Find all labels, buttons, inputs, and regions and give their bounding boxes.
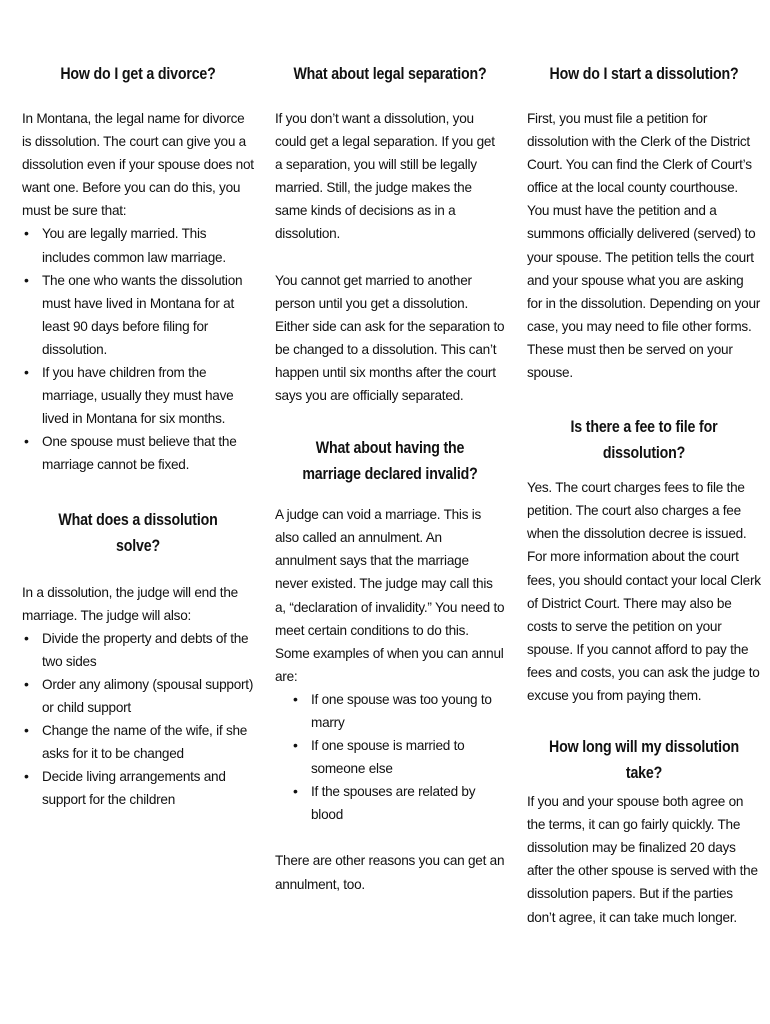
annulment-examples-list [275,688,505,827]
column-middle [275,0,505,896]
heading-filing-fee: Is there a fee to file for dissolution? [570,418,718,463]
list-item: • The one who wants the dissolution must have lived in Montana for at least 90 days before filing for dissolution. [22,269,254,361]
divorce-intro: In Montana, the legal name for divorce is dissolution. The court can give you a dissolution even if your spouse does not want one. Before you can do this, you must be sure that: [22,111,254,219]
invalid-paragraph-1: A judge can void a marriage. This is also called an annulment. An annulment says that the marriage never existed. The judge may call this a, “declaration of invalidity.” You need to meet certain conditions to do this. [275,507,505,638]
separation-paragraph-1: If you don’t want a dissolution, you could get a legal separation. If you get a separation, you will still be legally married. Still, the judge makes the same kinds of decisions as in a dissolution. [275,111,495,242]
column-left [22,0,254,811]
solve-intro: In a dissolution, the judge will end the marriage. The judge will also: [22,584,238,623]
heading-legal-separation: What about legal separation? [293,65,487,83]
solve-list [22,627,254,812]
divorce-requirements-list [22,222,254,476]
list-item: • Decide living arrangements and support for the children [22,765,254,811]
invalid-paragraph-3: There are other reasons you can get an annulment, too. [275,853,505,892]
separation-paragraph-2: You cannot get married to another person until you get a dissolution. Either side can ask for the separation to be changed to a dissolution. This can’t happen until six months after the court says you are officially separated. [275,272,505,404]
invalid-paragraph-2: Some examples of when you can annul are: [275,645,504,684]
heading-dissolution-duration: How long will my dissolution take? [549,738,739,783]
list-item: • You are legally married. This includes common law marriage. [22,222,254,268]
heading-start-dissolution: How do I start a dissolution? [549,65,739,83]
list-item: • One spouse must believe that the marriage cannot be fixed. [22,430,254,476]
column-right [527,0,761,929]
start-paragraph: First, you must file a petition for dissolution with the Clerk of the District Court. You can find the Clerk of Court’s office at the local county courthouse. You must have the petition and a summons officially delivered (served) to your spouse. The petition tells the court and your spouse what you are asking for in the dissolution. Depending on your case, you may need to file other forms. These must then be served on your spouse. [527,111,761,381]
heading-dissolution-solve: What does a dissolution solve? [58,510,218,555]
duration-paragraph: If you and your spouse both agree on the terms, it can go fairly quickly. The dissolution may be finalized 20 days after the other spouse is served with the dissolution papers. But if the parties don’t agree, it can take much longer. [527,794,758,925]
list-item: • If one spouse is married to someone else [275,734,505,780]
heading-marriage-invalid: What about having the marriage declared invalid? [302,439,478,484]
list-item: • If the spouses are related by blood [275,780,505,826]
list-item: • Change the name of the wife, if she asks for it to be changed [22,719,254,765]
list-item: • If you have children from the marriage, usually they must have lived in Montana for six months. [22,361,254,430]
list-item: • If one spouse was too young to marry [275,688,505,734]
heading-get-divorce: How do I get a divorce? [60,65,216,83]
list-item: • Divide the property and debts of the two sides [22,627,254,673]
list-item: • Order any alimony (spousal support) or child support [22,673,254,719]
fee-paragraph: Yes. The court charges fees to file the petition. The court also charges a fee when the dissolution decree is issued. For more information about the court fees, you should contact your local Clerk of District Court. There may also be costs to serve the petition on your spouse. If you cannot afford to pay the fees and costs, you can ask the judge to excuse you from paying them. [527,480,761,703]
